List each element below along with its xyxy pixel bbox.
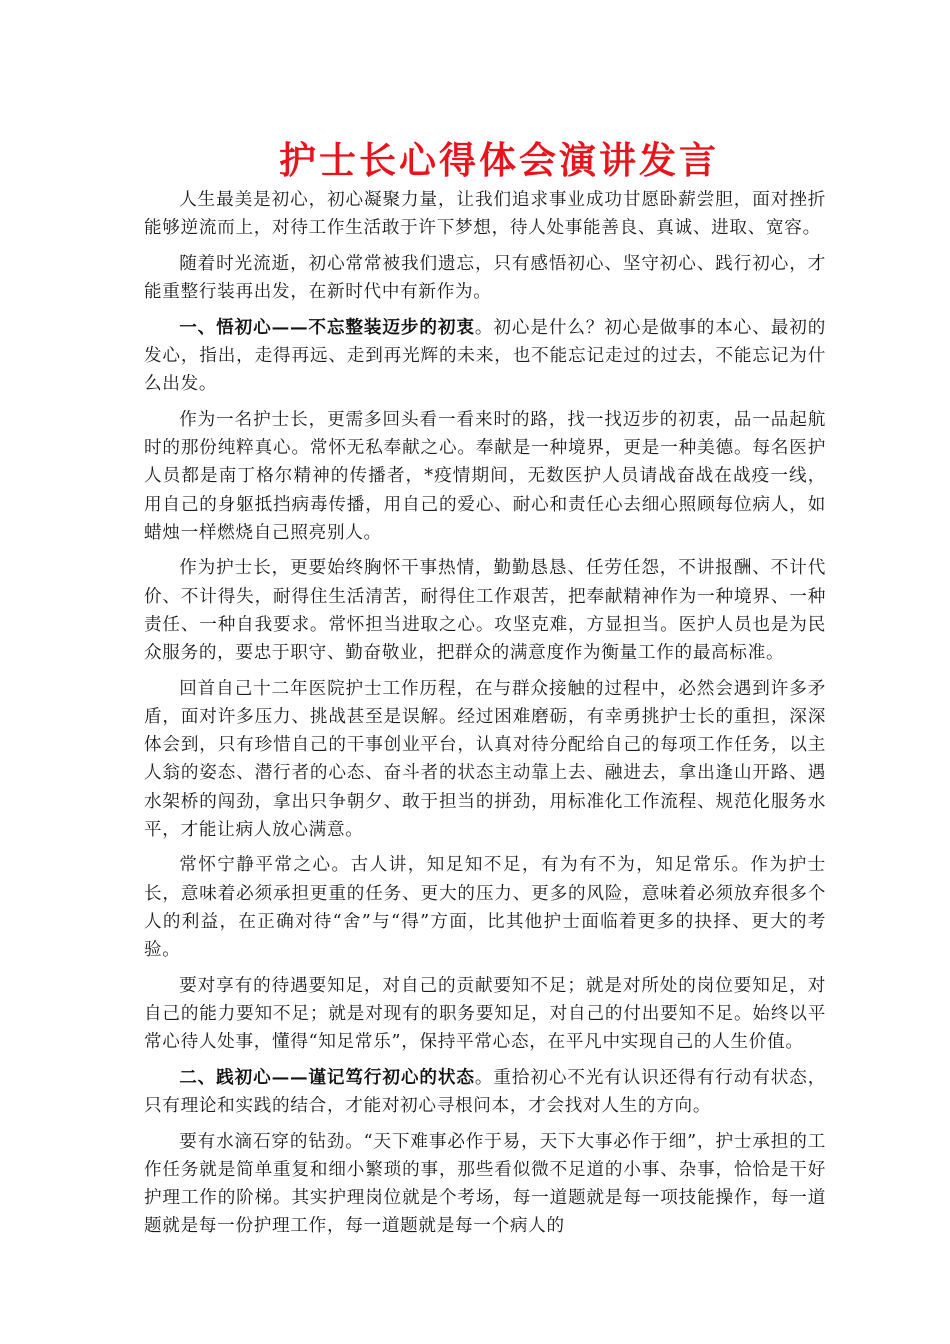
paragraph-text: 回首自己十二年医院护士工作历程，在与群众接触的过程中，必然会遇到许多矛盾，面对许多压力、挑战甚至是误解。经过困难磨砺，有幸勇挑护士长的重担，深深体会到，只有珍惜自己的干事创业平台，认真对待分配给自己的每项工作任务，以主人翁的姿态、潜行者的心态、奋斗者的状态主动靠上去、融进去，拿出逢山开路、遇水架桥的闯劲，拿出只争朝夕、敢于担当的拼劲，用标准化工作流程、规范化服务水平，才能让病人放心满意。: [144, 678, 826, 840]
paragraph: [144, 186, 826, 242]
paragraph: [144, 851, 826, 964]
section-heading-1: 一、悟初心——不忘整装迈步的初衷: [179, 316, 475, 338]
paragraph-text: 作为一名护士长，更需多回头看一看来时的路，找一找迈步的初衷，品一品起航时的那份纯粹真心。常怀无私奉献之心。奉献是一种境界，更是一种美德。每名医护人员都是南丁格尔精神的传播者，*疫情期间，无数医护人员请战奋战在战疫一线，用自己的身躯抵挡病毒传播，用自己的爱心、耐心和责任心去细心照顾每位病人，如蜡烛一样燃烧自己照亮别人。: [144, 409, 826, 543]
paragraph-text: 。重拾初心不光有认识还得有行动有状态，只有理论和实践的结合，才能对初心寻根问本，才会找对人生的方向。: [144, 1067, 826, 1117]
paragraph-text: 要有水滴石穿的钻劲。“天下难事必作于易，天下大事必作于细”，护士承担的工作任务就是简单重复和细小繁琐的事，那些看似微不足道的小事、杂事，恰恰是干好护理工作的阶梯。其实护理岗位就是个考场，每一道题就是每一项技能操作，每一道题就是每一份护理工作，每一道题就是每一个病人的: [144, 1131, 826, 1237]
paragraph: [144, 314, 826, 399]
paragraph-text: 要对享有的待遇要知足，对自己的贡献要知不足；就是对所处的岗位要知足，对自己的能力要知不足；就是对现有的职务要知足，对自己的付出要知不足。始终以平常心待人处事，懂得“知足常乐”，保持平常心态，在平凡中实现自己的人生价值。: [144, 975, 826, 1053]
document-title: 护士长心得体会演讲发言: [279, 138, 719, 182]
paragraph: [144, 406, 826, 547]
paragraph: [144, 1064, 826, 1120]
paragraph: [144, 675, 826, 844]
paragraph: [144, 972, 826, 1057]
paragraph-text: 随着时光流逝，初心常常被我们遗忘，只有感悟初心、坚守初心、践行初心，才能重整行装再出发，在新时代中有新作为。: [144, 253, 826, 303]
paragraph-text: 常怀宁静平常之心。古人讲，知足知不足，有为有不为，知足常乐。作为护士长，意味着必须承担更重的任务、更大的压力、更多的风险，意味着必须放弃很多个人的利益，在正确对待“舍”与“得”方面，比其他护士面临着更多的抉择、更大的考验。: [144, 855, 826, 961]
paragraph-text: 。初心是什么？初心是做事的本心、最初的发心，指出，走得再远、走到再光辉的未来，也不能忘记走过的过去，不能忘记为什么出发。: [144, 317, 826, 395]
paragraph: [144, 554, 826, 667]
document-body: [144, 186, 826, 1248]
paragraph-text: 作为护士长，更要始终胸怀干事热情，勤勤恳恳、任劳任怨，不讲报酬、不计代价、不计得失，耐得住生活清苦，耐得住工作艰苦，把奉献精神作为一种境界、一种责任、一种自我要求。常怀担当进取之心。攻坚克难，方显担当。医护人员也是为民众服务的，要忠于职守、勤奋敬业，把群众的满意度作为衡量工作的最高标准。: [144, 558, 826, 664]
paragraph: [144, 250, 826, 306]
paragraph: [144, 1128, 826, 1241]
paragraph-text: 人生最美是初心，初心凝聚力量，让我们追求事业成功甘愿卧薪尝胆，面对挫折能够逆流而上，对待工作生活敢于许下梦想，待人处事能善良、真诚、进取、宽容。: [144, 190, 826, 239]
section-heading-2: 二、践初心——谨记笃行初心的状态: [179, 1066, 475, 1088]
